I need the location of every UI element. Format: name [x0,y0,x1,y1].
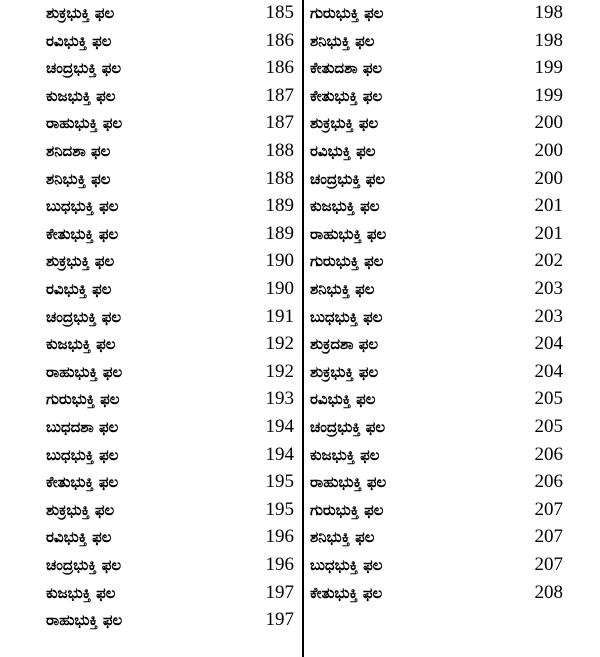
contents-entry-right [306,525,600,551]
contents-entry-left [0,332,298,358]
entry-title: ಕುಜಭುಕ್ತಿ ಫಲ [46,86,116,105]
entry-title: ರಾಹುಭುಕ್ತಿ ಫಲ [46,362,123,381]
entry-page-number: 189 [265,222,294,244]
contents-entry-right [306,29,600,55]
entry-page-number: 185 [265,2,294,23]
entry-page-number: 196 [265,554,294,575]
entry-title: ಶುಕ್ರಭುಕ್ತಿ ಫಲ [46,500,115,519]
entry-title: ರವಿಭುಕ್ತಿ ಫಲ [46,280,112,298]
entry-page-number: 197 [265,609,294,631]
contents-entry-left [0,277,298,303]
entry-title: ಶುಕ್ರಭುಕ್ತಿ ಫಲ [310,362,379,381]
entry-title: ಕೇತುಭುಕ್ತಿ ಫಲ [310,583,383,602]
contents-entry-right [306,111,600,137]
entry-page-number: 208 [534,581,563,603]
entry-title: ಚಂದ್ರಭುಕ್ತಿ ಫಲ [46,307,122,326]
contents-entry-left [0,415,298,441]
entry-page-number: 207 [534,554,563,575]
entry-page-number: 193 [265,388,294,410]
entry-title: ಕೇತುಭುಕ್ತಿ ಫಲ [46,473,119,492]
entry-page-number: 204 [534,360,563,382]
contents-entry-left [0,139,298,165]
entry-title: ಬುಧಭುಕ್ತಿ ಫಲ [310,556,383,574]
entry-title: ಬುಧಭುಕ್ತಿ ಫಲ [46,445,119,464]
entry-page-number: 207 [534,498,563,520]
entry-title: ಚಂದ್ರಭುಕ್ತಿ ಫಲ [46,59,122,78]
entry-page-number: 186 [265,29,294,51]
entry-title: ರಾಹುಭುಕ್ತಿ ಫಲ [46,114,123,133]
entry-page-number: 200 [534,140,563,161]
entry-title: ರಾಹುಭುಕ್ತಿ ಫಲ [310,473,387,492]
entry-page-number: 190 [265,278,294,299]
contents-entry-right [306,470,600,496]
entry-title: ಕೇತುದಶಾ ಫಲ [310,59,383,78]
entry-page-number: 205 [534,416,563,437]
contents-entry-right [306,84,600,110]
entry-page-number: 194 [265,416,294,437]
entry-page-number: 206 [534,443,563,465]
contents-entry-left [0,305,298,331]
entry-title: ಶುಕ್ರಭುಕ್ತಿ ಫಲ [310,114,379,133]
entry-page-number: 205 [534,388,563,410]
entry-title: ಬುಧಭುಕ್ತಿ ಫಲ [46,197,119,216]
contents-entry-right [306,553,600,579]
entry-title: ಕುಜಭುಕ್ತಿ ಫಲ [310,197,380,216]
entry-page-number: 195 [265,471,294,493]
contents-entry-left [0,581,298,607]
entry-page-number: 199 [534,84,563,106]
entry-page-number: 192 [265,360,294,382]
entry-page-number: 186 [265,57,294,79]
contents-entry-right [306,167,600,193]
entry-title: ಶುಕ್ರಭುಕ್ತಿ ಫಲ [46,4,115,22]
entry-page-number: 189 [265,195,294,217]
entry-title: ಕೇತುಭುಕ್ತಿ ಫಲ [310,86,383,105]
entry-title: ಶನಿದಶಾ ಫಲ [46,142,111,160]
contents-entry-left [0,360,298,386]
entry-page-number: 194 [265,443,294,465]
entry-title: ಶನಿಭುಕ್ತಿ ಫಲ [310,280,375,298]
contents-entry-right [306,1,600,27]
entry-title: ಕೇತುಭುಕ್ತಿ ಫಲ [46,224,119,243]
entry-page-number: 201 [534,222,563,244]
contents-entry-right [306,360,600,386]
contents-entry-left [0,84,298,110]
contents-entry-left [0,222,298,248]
entry-page-number: 204 [534,333,563,355]
entry-title: ರವಿಭುಕ್ತಿ ಫಲ [46,528,112,547]
entry-page-number: 207 [534,526,563,548]
entry-title: ಬುಧಭುಕ್ತಿ ಫಲ [310,307,383,326]
entry-page-number: 200 [534,112,563,134]
contents-entry-left [0,29,298,55]
contents-entry-right [306,332,600,358]
entry-page-number: 198 [534,2,563,23]
entry-page-number: 188 [265,167,294,189]
entry-title: ಗುರುಭುಕ್ತಿ ಫಲ [310,252,384,271]
entry-title: ರವಿಭುಕ್ತಿ ಫಲ [310,142,376,160]
entry-page-number: 199 [534,57,563,79]
entry-page-number: 196 [265,526,294,548]
contents-entry-left [0,470,298,496]
contents-entry-right [306,498,600,524]
contents-entry-right [306,56,600,82]
contents-entry-right [306,415,600,441]
entry-title: ಚಂದ್ರಭುಕ್ತಿ ಫಲ [310,169,386,188]
entry-title: ಚಂದ್ರಭುಕ್ತಿ ಫಲ [46,556,122,574]
entry-title: ಕುಜಭುಕ್ತಿ ಫಲ [310,445,380,464]
entry-page-number: 191 [265,305,294,327]
entry-page-number: 188 [265,140,294,161]
entry-title: ರವಿಭುಕ್ತಿ ಫಲ [46,31,112,50]
contents-entry-right [306,139,600,165]
contents-entry-left [0,525,298,551]
entry-title: ರಾಹುಭುಕ್ತಿ ಫಲ [310,224,387,243]
entry-page-number: 192 [265,333,294,355]
entry-title: ಗುರುಭುಕ್ತಿ ಫಲ [46,390,120,409]
contents-entry-left [0,1,298,27]
contents-entry-left [0,498,298,524]
entry-page-number: 200 [534,167,563,189]
contents-entry-right [306,581,600,607]
contents-entry-left [0,249,298,275]
entry-title: ಶುಕ್ರಭುಕ್ತಿ ಫಲ [46,252,115,271]
contents-entry-left [0,194,298,220]
contents-entry-right [306,249,600,275]
contents-entry-right [306,194,600,220]
entry-title: ಕುಜಭುಕ್ತಿ ಫಲ [46,583,116,602]
entry-title: ರವಿಭುಕ್ತಿ ಫಲ [310,390,376,409]
entry-title: ಬುಧದಶಾ ಫಲ [46,418,119,436]
contents-entry-right [306,277,600,303]
contents-entry-left [0,608,298,634]
entry-page-number: 201 [534,195,563,217]
contents-entry-right [306,387,600,413]
entry-page-number: 190 [265,250,294,272]
contents-entry-right [306,222,600,248]
contents-entry-left [0,167,298,193]
entry-title: ರಾಹುಭುಕ್ತಿ ಫಲ [46,611,123,630]
entry-title: ಶನಿಭುಕ್ತಿ ಫಲ [310,528,375,547]
contents-entry-left [0,387,298,413]
entry-page-number: 203 [534,278,563,299]
entry-page-number: 198 [534,29,563,51]
entry-title: ಗುರುಭುಕ್ತಿ ಫಲ [310,500,384,519]
contents-entry-right [306,443,600,469]
column-divider [302,0,304,657]
entry-page-number: 206 [534,471,563,493]
contents-entry-left [0,56,298,82]
contents-entry-right [306,305,600,331]
entry-title: ಶನಿಭುಕ್ತಿ ಫಲ [310,31,375,50]
entry-page-number: 187 [265,84,294,106]
contents-entry-left [0,443,298,469]
entry-title: ಗುರುಭುಕ್ತಿ ಫಲ [310,4,384,22]
entry-page-number: 202 [534,250,563,272]
entry-page-number: 197 [265,581,294,603]
entry-title: ಶನಿಭುಕ್ತಿ ಫಲ [46,169,111,188]
entry-title: ಶುಕ್ರದಶಾ ಫಲ [310,335,379,354]
entry-page-number: 195 [265,498,294,520]
contents-entry-left [0,111,298,137]
entry-page-number: 203 [534,305,563,327]
contents-entry-left [0,553,298,579]
entry-title: ಕುಜಭುಕ್ತಿ ಫಲ [46,335,116,354]
entry-title: ಚಂದ್ರಭುಕ್ತಿ ಫಲ [310,418,386,436]
entry-page-number: 187 [265,112,294,134]
